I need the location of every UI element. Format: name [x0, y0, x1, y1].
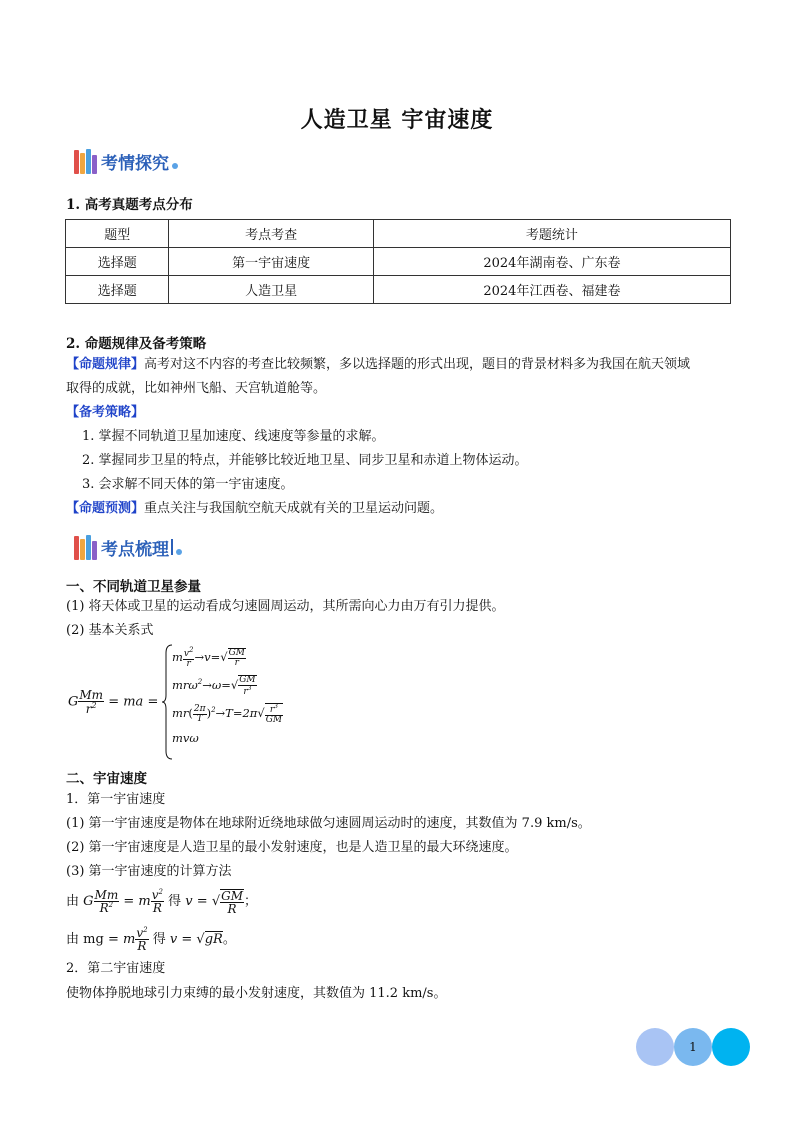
rule-text-line2: 取得的成就，比如神州飞船、天宫轨道舱等。 [66, 381, 327, 396]
subheading-exam-distribution: 1. 高考真题考点分布 [66, 197, 193, 213]
part2-heading: 二、宇宙速度 [66, 771, 147, 787]
subheading-strategy: 2. 命题规律及备考策略 [66, 336, 207, 352]
text-period: 。 [222, 932, 236, 947]
table-header: 考点考查 [169, 220, 373, 248]
rule-paragraph [66, 356, 690, 374]
predict-tag: 【命题预测】 [66, 501, 145, 516]
text-de: 得 [168, 894, 182, 909]
section-title: 考情探究 [101, 153, 169, 174]
part2-sub2: 2．第二宇宙速度 [66, 961, 166, 976]
text-you2: 由 [66, 932, 80, 947]
text-mg: mg [83, 932, 104, 947]
table-cell: 人造卫星 [169, 276, 373, 304]
rule-tag: 【命题规律】 [66, 357, 145, 372]
part2-sub1: 1．第一宇宙速度 [66, 792, 166, 807]
strategy-item: 1. 掌握不同轨道卫星加速度、线速度等参量的求解。 [82, 429, 385, 444]
dot-icon [172, 163, 178, 169]
table-cell: 选择题 [66, 248, 169, 276]
table-cell: 选择题 [66, 276, 169, 304]
part1-line1: (1) 将天体或卫星的运动看成匀速圆周运动，其所需向心力由万有引力提供。 [66, 599, 505, 614]
table-row [66, 276, 731, 304]
part2-line2: (2) 第一宇宙速度是人造卫星的最小发射速度，也是人造卫星的最大环绕速度。 [66, 840, 518, 855]
predict-text: 重点关注与我国航空航天成就有关的卫星运动问题。 [144, 501, 444, 516]
table-header: 考题统计 [373, 220, 730, 248]
part1-line2: (2) 基本关系式 [66, 623, 154, 638]
text-you: 由 [66, 894, 80, 909]
text-semicolon: ； [243, 894, 257, 909]
dot-icon [176, 549, 182, 555]
formula-first-cosmic-1: 由 G $\frac{Mm}{R^2}$ = m $\frac{v^2}{R}$ 得 v = √ $\frac{GM}{R}$ ； [66, 888, 257, 916]
strategy-tag: 【备考策略】 [66, 405, 145, 420]
rule-text: 高考对这不内容的考查比较频繁，多以选择题的形式出现，题目的背景材料多为我国在航天领域 [144, 357, 691, 372]
exam-table [65, 219, 731, 304]
page-title: 人造卫星 宇宙速度 [300, 107, 494, 133]
page-number-badge [636, 1028, 752, 1066]
part1-heading: 一、不同轨道卫星参量 [66, 579, 201, 595]
text-de2: 得 [152, 932, 166, 947]
table-header: 题型 [66, 220, 169, 248]
table-row [66, 248, 731, 276]
section-header-exam-analysis [74, 148, 178, 174]
formula-gravitation: G $\frac{Mm}{r^2}$ = ma = m $\frac{v^2}{r}$ →v=√ $\frac{GM}{r}$ mrω$^2$→ω=√ $\frac{GM}{r^3}$ mr( $\frac{2\pi}{T}$ )$^2$→T=2π√ $\frac{r^3}{GM}$ mvω [66, 643, 366, 761]
table-header-row [66, 220, 731, 248]
section-title: 考点梳理 [101, 539, 169, 560]
part2-line3: (3) 第一宇宙速度的计算方法 [66, 864, 232, 879]
table-cell: 2024年江西卷、福建卷 [373, 276, 730, 304]
table-cell: 第一宇宙速度 [169, 248, 373, 276]
strategy-item: 3. 会求解不同天体的第一宇宙速度。 [82, 477, 294, 492]
strategy-item: 2. 掌握同步卫星的特点，并能够比较近地卫星、同步卫星和赤道上物体运动。 [82, 453, 528, 468]
section-header-key-points [74, 534, 182, 560]
books-icon [74, 148, 98, 174]
books-icon [74, 534, 98, 560]
formula-first-cosmic-2: 由 mg = m $\frac{v^2}{R}$ 得 v = √gR。 [66, 926, 236, 953]
part2-line1: (1) 第一宇宙速度是物体在地球附近绕地球做匀速圆周运动时的速度，其数值为 7.9 km/s。 [66, 816, 591, 831]
part2-line4: 使物体挣脱地球引力束缚的最小发射速度，其数值为 11.2 km/s。 [66, 986, 447, 1001]
page-number: 1 [689, 1040, 697, 1054]
table-cell: 2024年湖南卷、广东卷 [373, 248, 730, 276]
predict-paragraph [66, 500, 443, 518]
cursor-bar [171, 539, 173, 555]
